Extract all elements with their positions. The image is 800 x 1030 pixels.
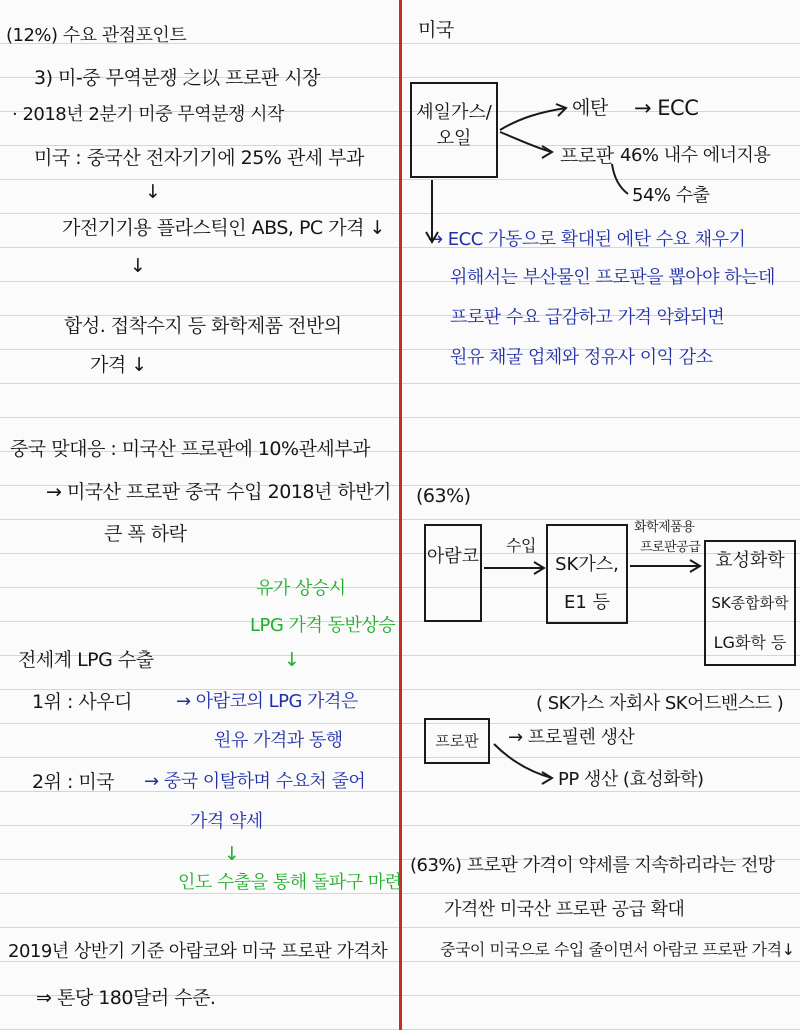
rank1-note-1: → 아람코의 LPG 가격은 <box>176 691 358 712</box>
bullet-trade-war-start: · 2018년 2분기 미중 무역분쟁 시작 <box>12 104 284 125</box>
box-propane-text: 프로판 <box>435 732 479 750</box>
box-chem-buyers <box>704 540 796 666</box>
blue-note-1: → ECC 가동으로 확대된 에탄 수요 채우기 <box>428 229 746 250</box>
label-propane: 프로판 <box>560 145 614 167</box>
rank2-label: 2위 : 미국 <box>32 771 115 793</box>
arrow-shale-to-ethane <box>500 108 566 130</box>
rank2-note-1: → 중국 이탈하며 수요처 줄어 <box>144 771 366 792</box>
box-shale <box>410 82 498 178</box>
box-buyers-line3: LG화학 등 <box>713 633 787 652</box>
arrow-shale-to-propane <box>500 132 552 152</box>
conclusion-3: 중국이 미국으로 수입 줄이면서 아람코 프로판 가격↓ <box>440 940 795 959</box>
line-chemicals-2: 가격 ↓ <box>90 354 147 376</box>
arrow-propane-to-export <box>612 164 628 194</box>
conclusion-2: 가격싼 미국산 프로판 공급 확대 <box>444 899 685 920</box>
blue-note-3: 프로판 수요 급감하고 가격 악화되면 <box>450 307 725 328</box>
green-note-lpg-rise: LPG 가격 동반상승 <box>250 615 396 636</box>
green-arrow-down-2: ↓ <box>224 843 240 865</box>
arrow-supply-label-1: 화학제품용 <box>634 520 695 535</box>
box-aramco-text: 아람코 <box>426 546 480 567</box>
box-sk-gas-line1: SK가스, <box>555 554 619 575</box>
section-heading: (12%) 수요 관점포인트 <box>6 25 187 46</box>
pct-54-export: 54% 수출 <box>632 185 710 206</box>
box-sk-gas-line2: E1 등 <box>564 592 610 613</box>
box-buyers-line2: SK종합화학 <box>711 594 789 612</box>
to-pp: PP 생산 (효성화학) <box>558 769 704 790</box>
lpg-export-title: 전세계 LPG 수출 <box>18 649 154 671</box>
box-buyers-line1: 효성화학 <box>715 550 785 571</box>
label-us: 미국 <box>418 19 454 41</box>
label-ethane: 에탄 <box>572 97 608 119</box>
arrow-down-2: ↓ <box>130 255 146 277</box>
blue-note-4: 원유 채굴 업체와 정유사 이익 감소 <box>450 347 713 368</box>
conclusion-1: (63%) 프로판 가격이 약세를 지속하리라는 전망 <box>410 855 775 876</box>
arrow-supply-label-2: 프로판공급 <box>640 540 701 555</box>
green-note-oil-rise: 유가 상승시 <box>256 578 346 599</box>
line-chemicals-1: 합성. 접착수지 등 화학제품 전반의 <box>64 315 342 337</box>
box-aramco <box>424 524 482 622</box>
green-note-india: 인도 수출을 통해 돌파구 마련 <box>178 872 402 893</box>
pct-46-domestic: 46% 내수 에너지용 <box>620 145 771 166</box>
arrow-down-1: ↓ <box>145 181 161 203</box>
rank2-note-2: 가격 약세 <box>190 811 263 832</box>
pct-63: (63%) <box>416 485 471 507</box>
bottom-price-gap-2: ⇒ 톤당 180달러 수준. <box>36 987 216 1009</box>
line-appliance-plastics: 가전기기용 플라스틱인 ABS, PC 가격 ↓ <box>62 217 385 239</box>
line-china-response-1: 중국 맞대응 : 미국산 프로판에 10%관세부과 <box>10 438 370 460</box>
sk-subsidiary-note: ( SK가스 자회사 SK어드밴스드 ) <box>536 693 784 714</box>
to-propylene: → 프로필렌 생산 <box>508 727 635 748</box>
box-propane <box>424 718 490 764</box>
bottom-price-gap-1: 2019년 상반기 기준 아람코와 미국 프로판 가격차 <box>8 941 388 962</box>
green-arrow-down: ↓ <box>284 649 300 671</box>
line-china-response-2: → 미국산 프로판 중국 수입 2018년 하반기 <box>46 481 391 503</box>
line-us-tariff: 미국 : 중국산 전자기기에 25% 관세 부과 <box>34 147 364 169</box>
rank1-label: 1위 : 사우디 <box>32 691 132 713</box>
label-ethane-to-ecc: → ECC <box>634 96 699 120</box>
blue-note-2: 위해서는 부산물인 프로판을 뽑아야 하는데 <box>450 267 775 288</box>
box-shale-text: 셰일가스/오일 <box>416 102 492 149</box>
rank1-note-2: 원유 가격과 동행 <box>214 730 343 751</box>
subheading: 3) 미-중 무역분쟁 之以 프로판 시장 <box>34 67 320 89</box>
arrow-import-label: 수입 <box>506 536 536 555</box>
box-sk-gas <box>546 524 628 624</box>
line-china-response-3: 큰 폭 하락 <box>104 523 187 545</box>
